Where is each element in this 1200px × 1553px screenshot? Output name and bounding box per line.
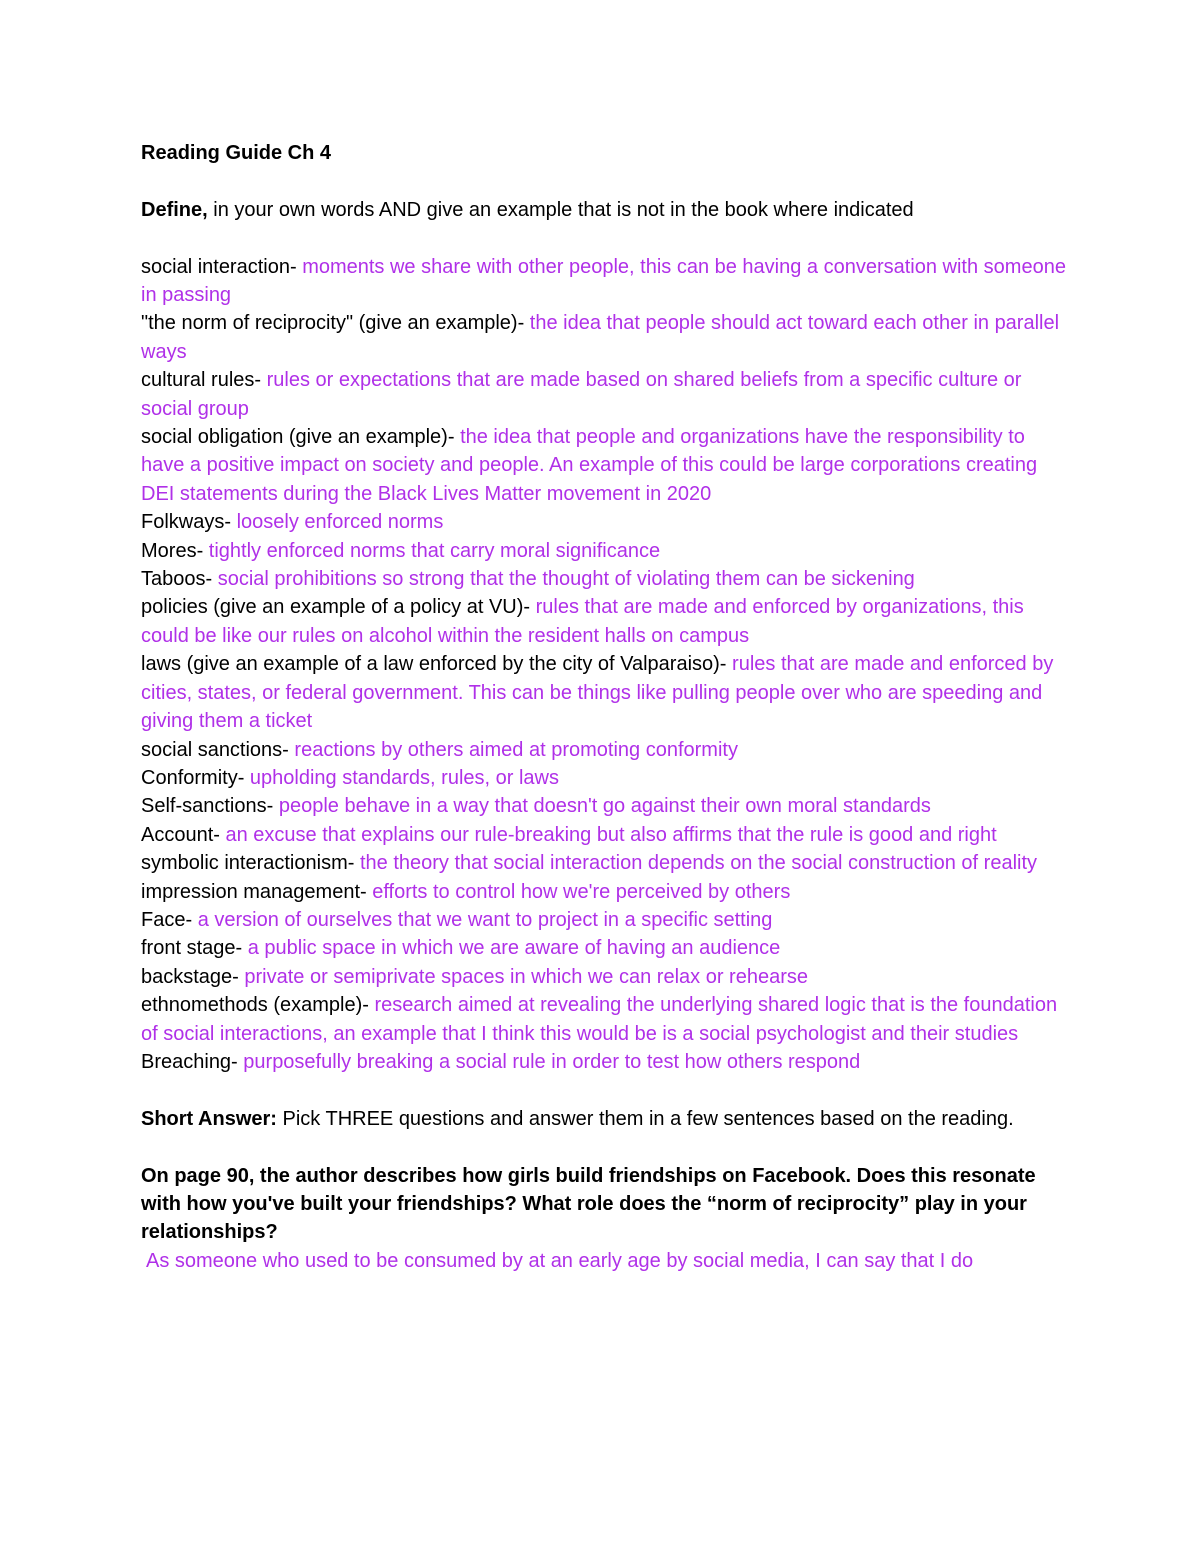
term-label: backstage-: [141, 965, 245, 988]
term-item: [141, 565, 1071, 593]
term-item: [141, 537, 1071, 565]
term-answer: reactions by others aimed at promoting conformity: [294, 738, 738, 761]
term-answer: social prohibitions so strong that the thought of violating them can be sickening: [217, 568, 915, 591]
term-label: Mores-: [141, 539, 209, 562]
term-label: laws (give an example of a law enforced by the city of Valparaiso)-: [141, 653, 733, 676]
term-label: Self-sanctions-: [141, 795, 279, 818]
term-answer: research aimed at revealing the underlying shared logic that is the foundation of social interactions, an example that I think this would be is a social psychologist and their studies: [141, 994, 1058, 1045]
document-title: Reading Guide Ch 4: [141, 142, 332, 164]
term-answer: upholding standards, rules, or laws: [249, 766, 559, 789]
term-item: [141, 309, 1071, 366]
term-answer: purposefully breaking a social rule in order to test how others respond: [243, 1050, 861, 1073]
term-label: symbolic interactionism-: [141, 852, 360, 875]
term-item: [141, 934, 1071, 962]
short-answer-lead: Short Answer:: [141, 1107, 277, 1130]
term-answer: loosely enforced norms: [236, 511, 444, 534]
term-item: [141, 423, 1071, 508]
term-answer: a public space in which we are aware of having an audience: [247, 937, 781, 960]
term-answer: efforts to control how we're perceived by others: [372, 880, 791, 903]
term-label: front stage-: [141, 937, 248, 960]
term-item: [141, 508, 1071, 536]
term-item: [141, 1048, 1071, 1076]
term-answer: rules that are made and enforced by organizations, this could be like our rules on alcohol within the resident halls on campus: [141, 596, 1024, 647]
term-answer: a version of ourselves that we want to project in a specific setting: [197, 908, 773, 931]
term-list: [141, 253, 1071, 1077]
term-answer: people behave in a way that doesn't go against their own moral standards: [278, 795, 931, 818]
term-label: social interaction-: [141, 255, 303, 278]
short-answer-instruction: [141, 1105, 1071, 1133]
term-item: [141, 906, 1071, 934]
term-item: [141, 991, 1071, 1048]
term-item: [141, 253, 1071, 310]
term-label: Account-: [141, 823, 226, 846]
term-answer: the idea that people and organizations have the responsibility to have a positive impact on society and people. An example of this could be large corporations creating DEI statements during the Black Lives Matter movement in 2020: [141, 426, 1038, 505]
term-item: [141, 650, 1071, 735]
term-label: Folkways-: [141, 511, 237, 534]
term-item: [141, 963, 1071, 991]
term-label: impression management-: [141, 880, 373, 903]
term-answer: moments we share with other people, this can be having a conversation with someone in passing: [141, 255, 1066, 306]
term-item: [141, 849, 1071, 877]
term-answer: the idea that people should act toward each other in parallel ways: [141, 312, 1060, 363]
term-label: ethnomethods (example)-: [141, 994, 375, 1017]
term-label: social obligation (give an example)-: [141, 426, 461, 449]
term-label: Face-: [141, 908, 198, 931]
term-item: [141, 593, 1071, 650]
term-label: Conformity-: [141, 766, 250, 789]
short-answer-rest: Pick THREE questions and answer them in a few sentences based on the reading.: [276, 1107, 1014, 1130]
term-label: Taboos-: [141, 568, 218, 591]
question-text: On page 90, the author describes how girls build friendships on Facebook. Does this resonate with how you've built your friendships? What role does the “norm of reciprocity” play in your relationships?: [141, 1164, 1036, 1244]
term-answer: private or semiprivate spaces in which we can relax or rehearse: [244, 965, 808, 988]
document-page: [141, 139, 1071, 1275]
term-item: [141, 792, 1071, 820]
term-answer: tightly enforced norms that carry moral significance: [208, 539, 661, 562]
define-lead: Define,: [141, 198, 208, 221]
term-item: [141, 878, 1071, 906]
define-instruction: [141, 196, 1071, 224]
term-answer: an excuse that explains our rule-breaking but also affirms that the rule is good and right: [225, 823, 997, 846]
term-answer: the theory that social interaction depends on the social construction of reality: [359, 852, 1038, 875]
term-answer: rules that are made and enforced by cities, states, or federal government. This can be things like pulling people over who are speeding and giving them a ticket: [141, 653, 1054, 733]
term-item: [141, 821, 1071, 849]
term-label: policies (give an example of a policy at VU)-: [141, 596, 536, 619]
term-label: social sanctions-: [141, 738, 295, 761]
term-item: [141, 366, 1071, 423]
response-text: As someone who used to be consumed by at an early age by social media, I can say that I do: [146, 1249, 974, 1272]
term-label: "the norm of reciprocity" (give an example)-: [141, 312, 530, 335]
term-item: [141, 764, 1071, 792]
term-answer: rules or expectations that are made based on shared beliefs from a specific culture or social group: [141, 369, 1022, 420]
term-item: [141, 736, 1071, 764]
term-label: Breaching-: [141, 1050, 244, 1073]
define-rest: in your own words AND give an example that is not in the book where indicated: [207, 198, 914, 221]
term-label: cultural rules-: [141, 369, 267, 392]
